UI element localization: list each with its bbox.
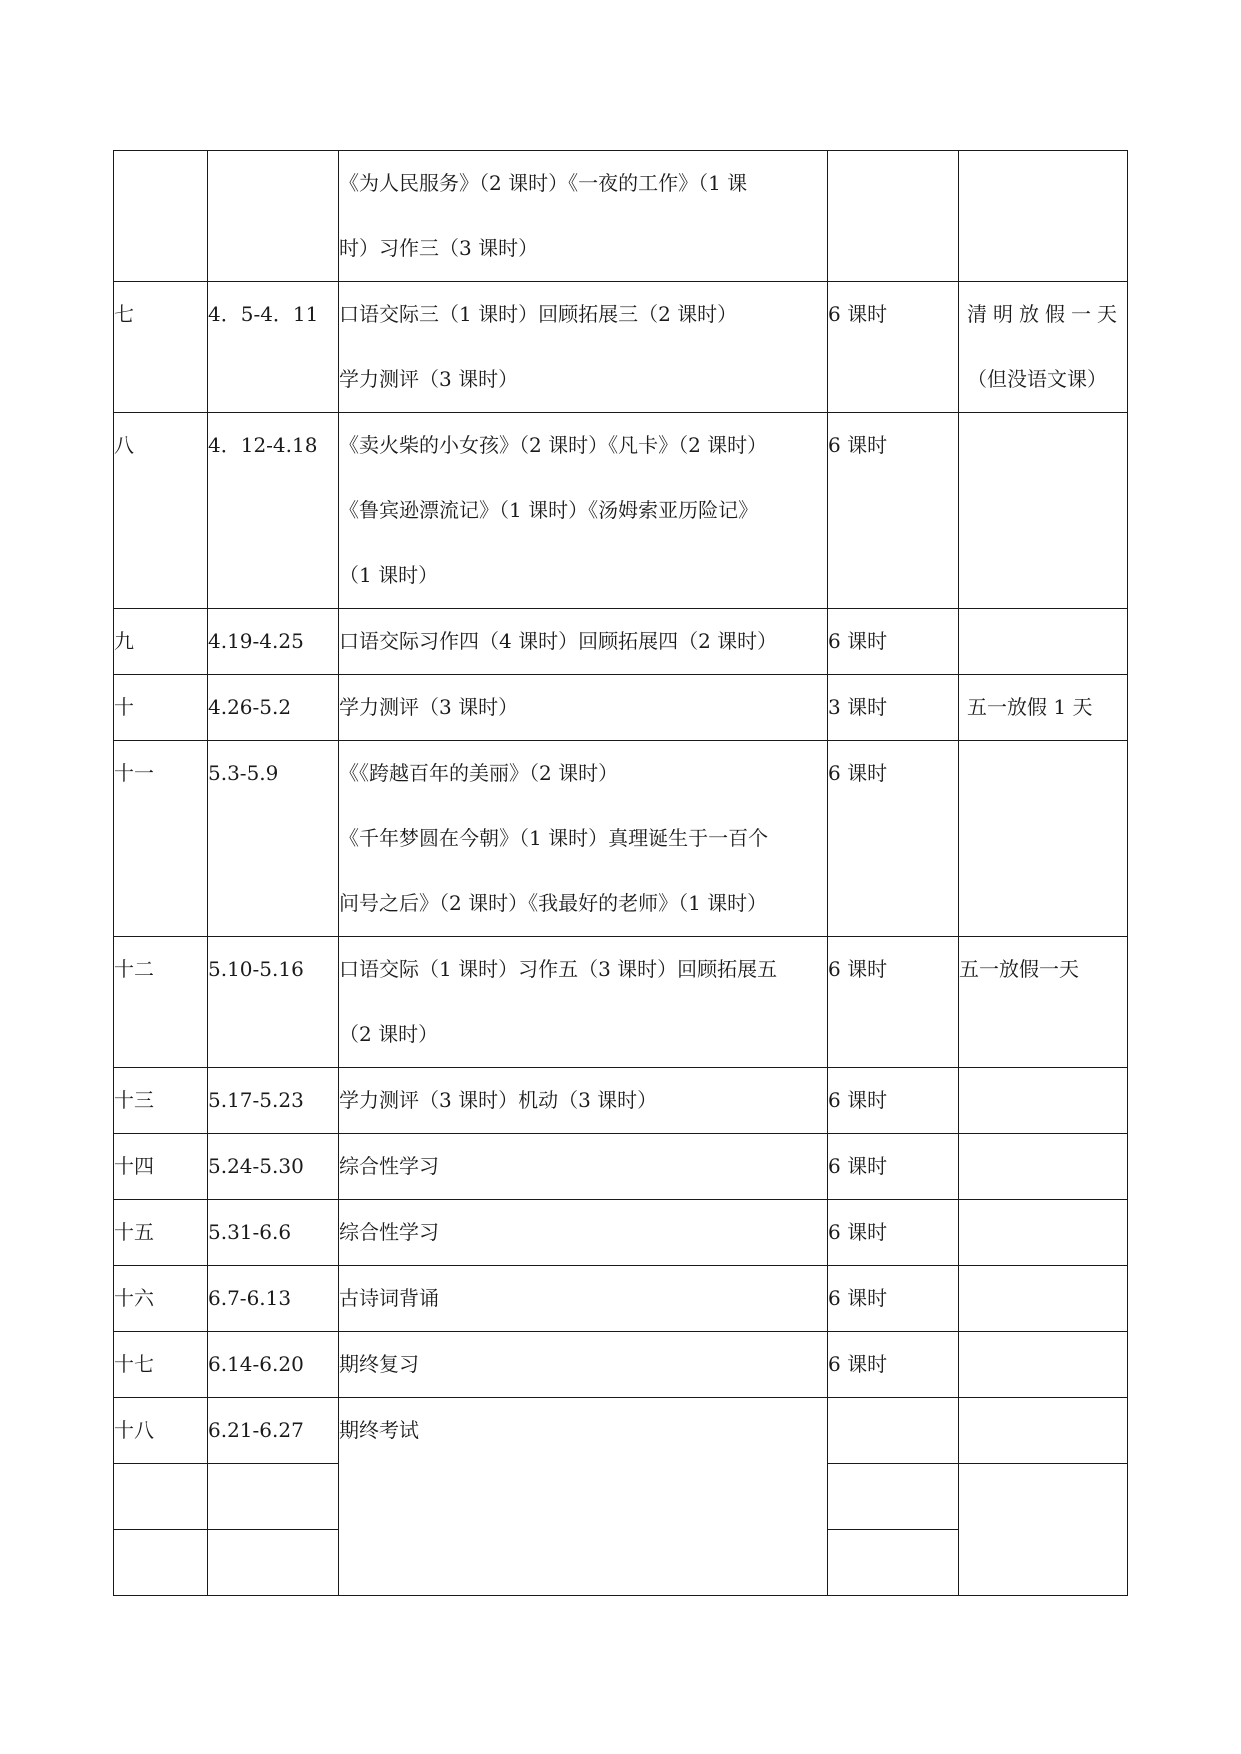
content-cell bbox=[339, 1398, 828, 1596]
content-line: 学力测评（3 课时） bbox=[339, 367, 519, 391]
hours-cell: 6 课时 bbox=[828, 1266, 959, 1332]
week-cell: 十二 bbox=[114, 937, 208, 1068]
content-cell bbox=[339, 1332, 828, 1398]
week-cell: 八 bbox=[114, 413, 208, 609]
date-cell: 6.7-6.13 bbox=[208, 1266, 339, 1332]
table-row bbox=[114, 1200, 1128, 1266]
date-cell: 6.21-6.27 bbox=[208, 1398, 339, 1464]
note-line: 五一放假一天 bbox=[959, 957, 1079, 981]
hours-cell: 6 课时 bbox=[828, 1200, 959, 1266]
date-cell: 5.10-5.16 bbox=[208, 937, 339, 1068]
teaching-schedule-table bbox=[113, 150, 1128, 1596]
content-line: 学力测评（3 课时） bbox=[339, 695, 519, 719]
week-cell bbox=[114, 1464, 208, 1530]
content-cell bbox=[339, 609, 828, 675]
note-cell bbox=[959, 937, 1128, 1068]
note-cell bbox=[959, 1200, 1128, 1266]
content-line: 《为人民服务》（2 课时）《一夜的工作》（1 课 bbox=[339, 171, 748, 195]
hours-cell: 3 课时 bbox=[828, 675, 959, 741]
note-cell bbox=[959, 1332, 1128, 1398]
week-cell: 十 bbox=[114, 675, 208, 741]
content-line: 学力测评（3 课时）机动（3 课时） bbox=[339, 1088, 658, 1112]
week-cell: 十五 bbox=[114, 1200, 208, 1266]
content-cell bbox=[339, 1134, 828, 1200]
note-line: 五一放假 1 天 bbox=[967, 695, 1093, 719]
table-row bbox=[114, 282, 1128, 413]
hours-cell: 6 课时 bbox=[828, 609, 959, 675]
table-row bbox=[114, 609, 1128, 675]
table-row bbox=[114, 1398, 1128, 1464]
date-cell bbox=[208, 1464, 339, 1530]
note-line: 清明放假一天 bbox=[967, 302, 1123, 326]
content-line: 《鲁宾逊漂流记》（1 课时）《汤姆索亚历险记》 bbox=[339, 498, 759, 522]
note-cell bbox=[959, 413, 1128, 609]
note-cell bbox=[959, 151, 1128, 282]
week-cell: 十三 bbox=[114, 1068, 208, 1134]
content-line: 期终复习 bbox=[339, 1352, 419, 1376]
hours-cell bbox=[828, 1464, 959, 1530]
content-cell bbox=[339, 282, 828, 413]
note-line: （但没语文课） bbox=[967, 367, 1107, 391]
content-cell bbox=[339, 741, 828, 937]
hours-cell: 6 课时 bbox=[828, 1332, 959, 1398]
hours-cell bbox=[828, 1398, 959, 1464]
date-cell bbox=[208, 1530, 339, 1596]
content-line: 《千年梦圆在今朝》（1 课时）真理诞生于一百个 bbox=[339, 826, 769, 850]
note-cell bbox=[959, 609, 1128, 675]
table-row bbox=[114, 413, 1128, 609]
date-cell: 5.3-5.9 bbox=[208, 741, 339, 937]
date-cell: 6.14-6.20 bbox=[208, 1332, 339, 1398]
hours-cell: 6 课时 bbox=[828, 1068, 959, 1134]
content-cell bbox=[339, 1068, 828, 1134]
week-cell: 十一 bbox=[114, 741, 208, 937]
note-cell bbox=[959, 675, 1128, 741]
note-cell bbox=[959, 1068, 1128, 1134]
date-cell: 5.24-5.30 bbox=[208, 1134, 339, 1200]
week-cell bbox=[114, 151, 208, 282]
table-row bbox=[114, 1134, 1128, 1200]
week-cell: 十八 bbox=[114, 1398, 208, 1464]
hours-cell: 6 课时 bbox=[828, 413, 959, 609]
date-cell: 5.17-5.23 bbox=[208, 1068, 339, 1134]
content-cell bbox=[339, 413, 828, 609]
note-cell bbox=[959, 1134, 1128, 1200]
date-cell: 4．5-4．11 bbox=[208, 282, 339, 413]
table-row bbox=[114, 1332, 1128, 1398]
date-cell: 4．12-4.18 bbox=[208, 413, 339, 609]
hours-cell bbox=[828, 151, 959, 282]
note-cell bbox=[959, 741, 1128, 937]
hours-cell: 6 课时 bbox=[828, 1134, 959, 1200]
note-cell bbox=[959, 1398, 1128, 1464]
content-line: （2 课时） bbox=[339, 1022, 439, 1046]
date-cell bbox=[208, 151, 339, 282]
week-cell: 十四 bbox=[114, 1134, 208, 1200]
hours-cell bbox=[828, 1530, 959, 1596]
date-cell: 4.26-5.2 bbox=[208, 675, 339, 741]
table-row bbox=[114, 937, 1128, 1068]
table-row bbox=[114, 675, 1128, 741]
content-line: 综合性学习 bbox=[339, 1220, 439, 1244]
note-cell bbox=[959, 282, 1128, 413]
content-line: 《《跨越百年的美丽》（2 课时） bbox=[339, 761, 619, 785]
content-cell bbox=[339, 675, 828, 741]
hours-cell: 6 课时 bbox=[828, 741, 959, 937]
content-line: 期终考试 bbox=[339, 1418, 419, 1442]
hours-cell: 6 课时 bbox=[828, 937, 959, 1068]
note-cell bbox=[959, 1266, 1128, 1332]
content-cell bbox=[339, 1200, 828, 1266]
week-cell: 七 bbox=[114, 282, 208, 413]
content-cell bbox=[339, 1266, 828, 1332]
content-line: （1 课时） bbox=[339, 563, 439, 587]
table-row bbox=[114, 741, 1128, 937]
content-line: 口语交际三（1 课时）回顾拓展三（2 课时） bbox=[339, 302, 738, 326]
content-cell bbox=[339, 151, 828, 282]
week-cell bbox=[114, 1530, 208, 1596]
content-line: 时）习作三（3 课时） bbox=[339, 236, 539, 260]
note-cell bbox=[959, 1464, 1128, 1596]
content-line: 古诗词背诵 bbox=[339, 1286, 439, 1310]
week-cell: 十六 bbox=[114, 1266, 208, 1332]
date-cell: 4.19-4.25 bbox=[208, 609, 339, 675]
date-cell: 5.31-6.6 bbox=[208, 1200, 339, 1266]
week-cell: 十七 bbox=[114, 1332, 208, 1398]
content-cell bbox=[339, 937, 828, 1068]
content-line: 口语交际习作四（4 课时）回顾拓展四（2 课时） bbox=[339, 629, 778, 653]
week-cell: 九 bbox=[114, 609, 208, 675]
table-row bbox=[114, 1068, 1128, 1134]
hours-cell: 6 课时 bbox=[828, 282, 959, 413]
table-row bbox=[114, 1266, 1128, 1332]
content-line: 综合性学习 bbox=[339, 1154, 439, 1178]
table-row bbox=[114, 151, 1128, 282]
content-line: 问号之后》（2 课时）《我最好的老师》（1 课时） bbox=[339, 891, 768, 915]
content-line: 《卖火柴的小女孩》（2 课时）《凡卡》（2 课时） bbox=[339, 433, 768, 457]
content-line: 口语交际（1 课时）习作五（3 课时）回顾拓展五 bbox=[339, 957, 778, 981]
